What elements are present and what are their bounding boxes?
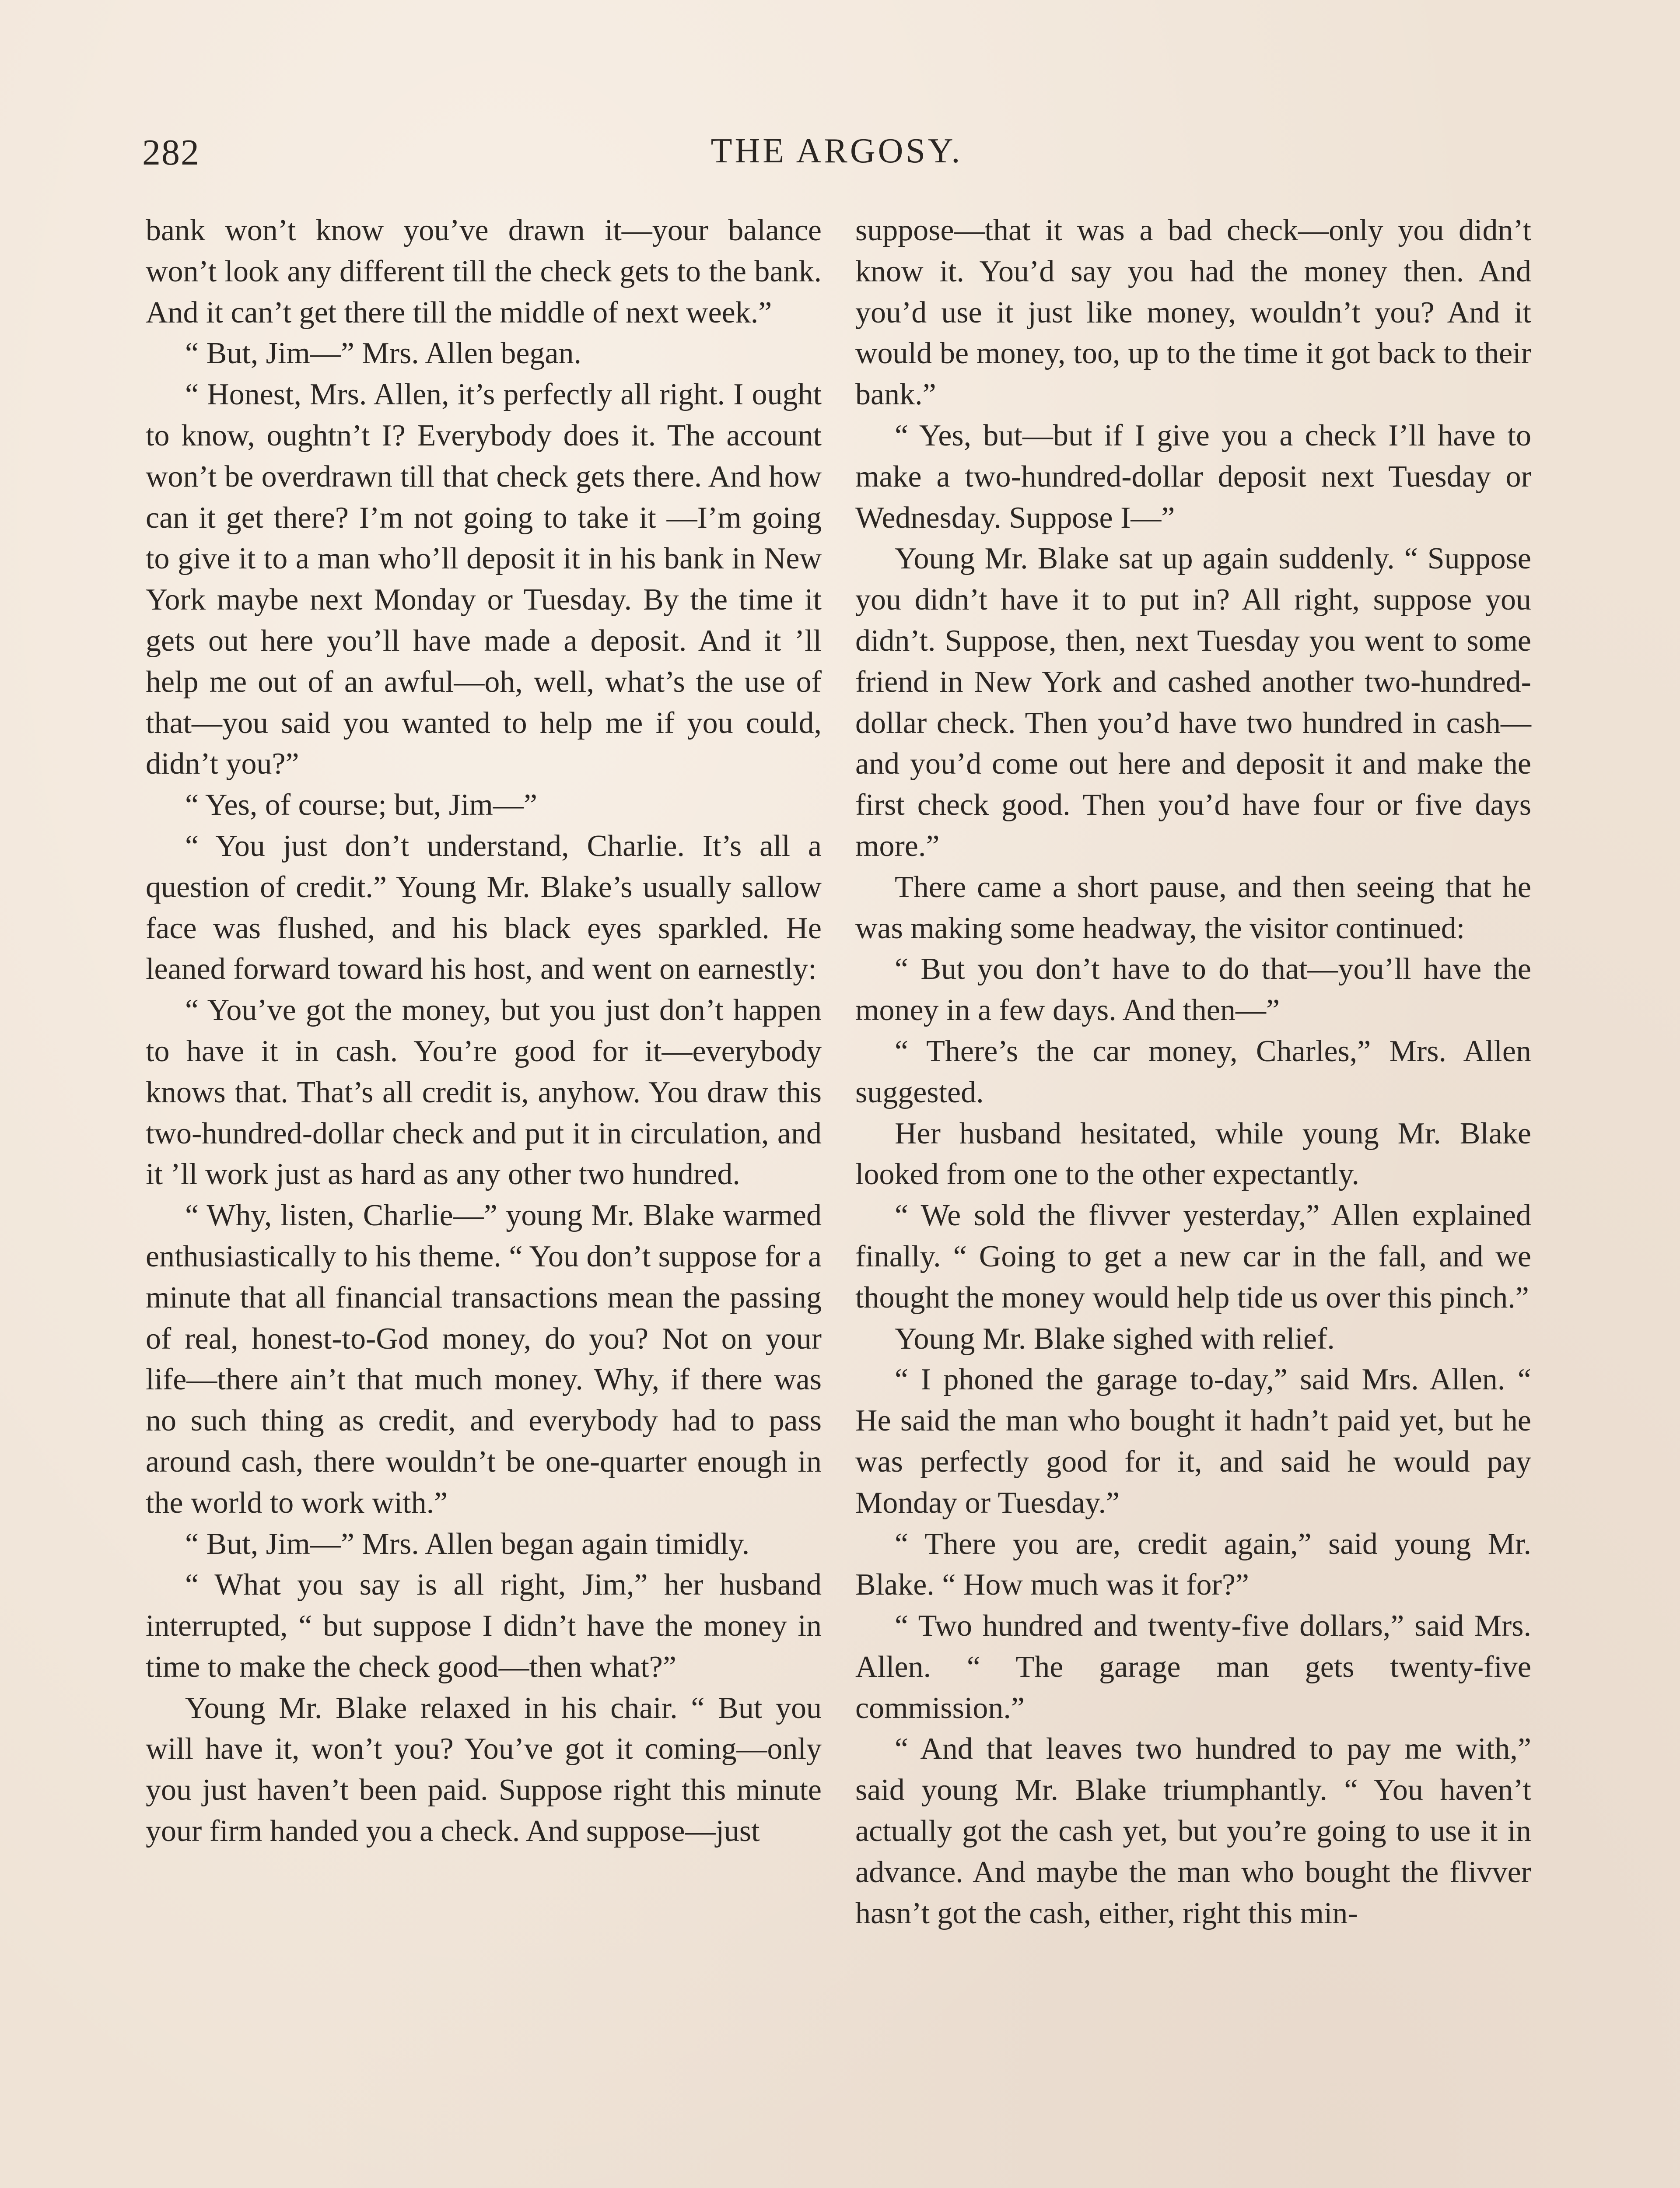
paragraph: bank won’t know you’ve drawn it—your balance won’t look any different till the check gets to the bank. And it can’t get there till the middle of next week.” [146,214,822,330]
paragraph: “ There you are, credit again,” said young Mr. Blake. “ How much was it for?” [855,1527,1531,1602]
paragraph: “ But you don’t have to do that—you’ll have the money in a few days. And then—” [855,952,1531,1027]
paragraph: “ There’s the car money, Charles,” Mrs. Allen suggested. [855,1034,1531,1109]
paragraph: Her husband hesitated, while young Mr. Blake looked from one to the other expectantly. [855,1116,1531,1192]
left-column [146,210,822,1852]
paragraph: “ You just don’t understand, Charlie. It’s all a question of credit.” Young Mr. Blake’s usually sallow face was flushed, and his black eyes sparkled. He leaned forward toward his host, and went on earnestly: [146,829,822,986]
paragraph: “ Two hundred and twenty-five dollars,” said Mrs. Allen. “ The garage man gets twenty-five commission.” [855,1609,1531,1725]
paragraph: There came a short pause, and then seeing that he was making some headway, the visitor continued: [855,870,1531,945]
running-title: THE ARGOSY. [710,132,963,170]
paragraph: “ Why, listen, Charlie—” young Mr. Blake warmed enthusiastically to his theme. “ You don’t suppose for a minute that all financial transactions mean the passing of real, honest-to-God money, do you? Not on your life—there ain’t that much money. Why, if there was no such thing as credit, and everybody had to pass around cash, there wouldn’t be one-quarter enough in the world to work with.” [146,1199,822,1520]
page-header [142,131,1531,179]
paragraph: “ But, Jim—” Mrs. Allen began. [185,337,582,371]
paragraph: “ What you say is all right, Jim,” her husband interrupted, “ but suppose I didn’t have the money in time to make the check good—then what?” [146,1568,822,1684]
paragraph: “ And that leaves two hundred to pay me with,” said young Mr. Blake triumphantly. “ You haven’t actually got the cash yet, but you’re going to use it in advance. And maybe the man who bought the flivver hasn’t got the cash, either, right this min- [855,1732,1531,1930]
paragraph: Young Mr. Blake relaxed in his chair. “ But you will have it, won’t you? You’ve got it coming—only you just haven’t been paid. Suppose right this minute your firm handed you a check. And suppose—just [146,1691,822,1848]
page-number: 282 [142,132,200,173]
paragraph: “ You’ve got the money, but you just don’t happen to have it in cash. You’re good for it—everybody knows that. That’s all credit is, anyhow. You draw this two-hundred-dollar check and put it in circulation, and it ’ll work just as hard as any other two hundred. [146,993,822,1192]
paragraph: “ We sold the flivver yesterday,” Allen explained finally. “ Going to get a new car in the fall, and we thought the money would help tide us over this pinch.” [855,1199,1531,1315]
paragraph: “ Yes, but—but if I give you a check I’ll have to make a two-hundred-dollar deposit next Tuesday or Wednesday. Suppose I—” [855,418,1531,535]
paragraph: “ Yes, of course; but, Jim—” [185,788,537,822]
paragraph: Young Mr. Blake sighed with relief. [895,1322,1335,1356]
right-column [855,210,1531,1934]
paragraph: suppose—that it was a bad check—only you didn’t know it. You’d say you had the money then. And you’d use it just like money, wouldn’t you? And it would be money, too, up to the time it got back to their bank.” [855,214,1531,412]
paragraph: “ But, Jim—” Mrs. Allen began again timidly. [185,1527,750,1561]
paragraph: “ I phoned the garage to-day,” said Mrs. Allen. “ He said the man who bought it hadn’t paid yet, but he was perfectly good for it, and said he would pay Monday or Tuesday.” [855,1363,1531,1520]
paragraph: Young Mr. Blake sat up again suddenly. “ Suppose you didn’t have it to put in? All right, suppose you didn’t. Suppose, then, next Tuesday you went to some friend in New York and cashed another two-hundred-dollar check. Then you’d have two hundred in cash—and you’d come out here and deposit it and make the first check good. Then you’d have four or five days more.” [855,542,1531,863]
paragraph: “ Honest, Mrs. Allen, it’s perfectly all right. I ought to know, oughtn’t I? Everybody does it. The account won’t be overdrawn till that check gets there. And how can it get there? I’m not going to take it —I’m going to give it to a man who’ll deposit it in his bank in New York maybe next Monday or Tuesday. By the time it gets out here you’ll have made a deposit. And it ’ll help me out of an awful—oh, well, what’s the use of that—you said you wanted to help me if you could, didn’t you?” [146,378,822,781]
